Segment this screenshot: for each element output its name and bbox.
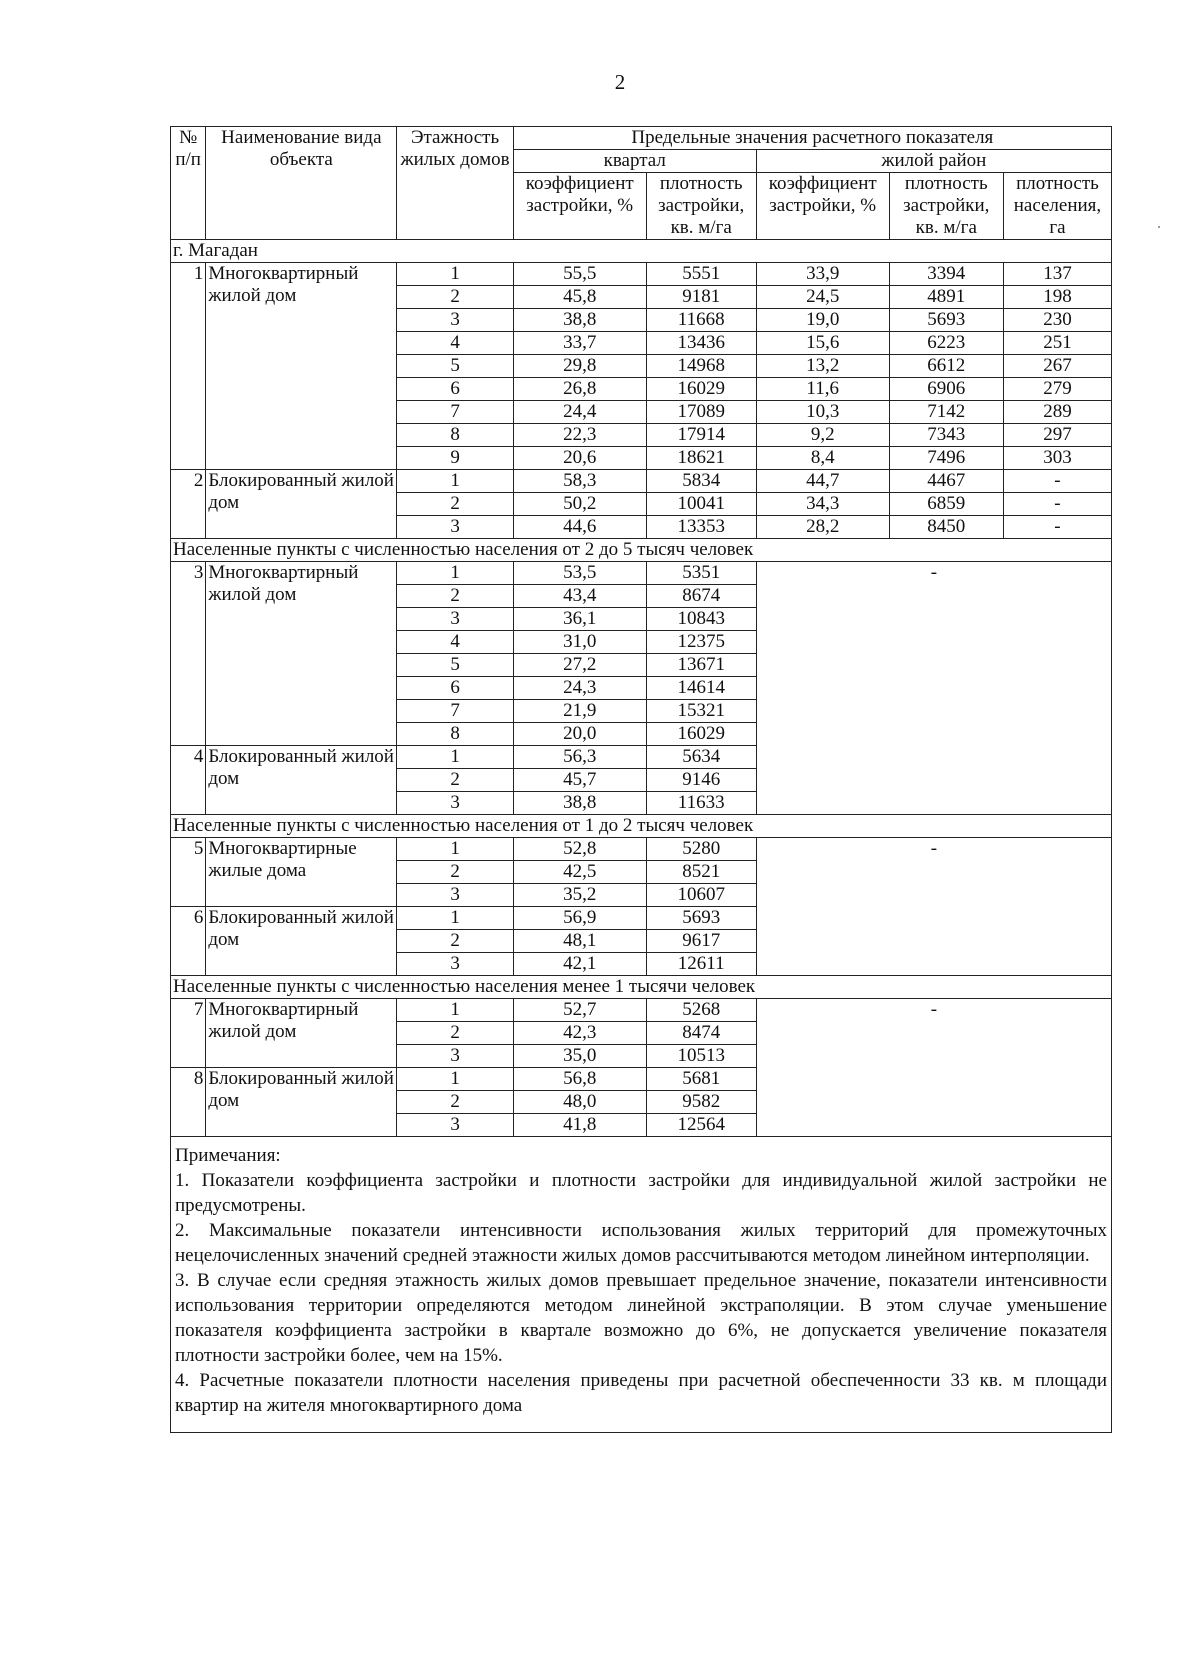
section-title: Населенные пункты с численностью населения менее 1 тысячи человек	[171, 976, 1112, 999]
population-cell: 267	[1003, 355, 1111, 378]
section-title: Населенные пункты с численностью населения от 1 до 2 тысяч человек	[171, 815, 1112, 838]
population-cell: 230	[1003, 309, 1111, 332]
block-coef-cell: 45,7	[513, 769, 646, 792]
district-coef-cell: 44,7	[756, 470, 889, 493]
block-coef-cell: 52,8	[513, 838, 646, 861]
floors-cell: 6	[397, 378, 513, 401]
block-coef-cell: 55,5	[513, 263, 646, 286]
block-density-cell: 5693	[646, 907, 756, 930]
header-number: № п/п	[171, 127, 206, 240]
district-coef-cell: 13,2	[756, 355, 889, 378]
district-coef-cell: 34,3	[756, 493, 889, 516]
block-coef-cell: 20,6	[513, 447, 646, 470]
district-not-applicable: -	[756, 562, 1111, 815]
floors-cell: 1	[397, 838, 513, 861]
population-cell: 251	[1003, 332, 1111, 355]
block-coef-cell: 38,8	[513, 309, 646, 332]
block-coef-cell: 35,0	[513, 1045, 646, 1068]
block-coef-cell: 35,2	[513, 884, 646, 907]
object-number: 8	[171, 1068, 206, 1137]
floors-cell: 8	[397, 424, 513, 447]
note-item-4: 4. Расчетные показатели плотности населения приведены при расчетной обеспеченности 33 кв. м площади квартир на жителя многоквартирного дома	[175, 1370, 1107, 1416]
object-number: 2	[171, 470, 206, 539]
district-density-cell: 7496	[889, 447, 1003, 470]
floors-cell: 1	[397, 746, 513, 769]
floors-cell: 7	[397, 401, 513, 424]
block-coef-cell: 41,8	[513, 1114, 646, 1137]
object-name: Блокированный жилой дом	[206, 907, 397, 976]
object-number: 4	[171, 746, 206, 815]
object-name: Блокированный жилой дом	[206, 746, 397, 815]
district-density-cell: 6906	[889, 378, 1003, 401]
district-coef-cell: 8,4	[756, 447, 889, 470]
block-density-cell: 5280	[646, 838, 756, 861]
block-coef-cell: 20,0	[513, 723, 646, 746]
section-row	[171, 976, 1112, 999]
table-header	[171, 127, 1112, 240]
block-density-cell: 5551	[646, 263, 756, 286]
block-density-cell: 10513	[646, 1045, 756, 1068]
floors-cell: 3	[397, 608, 513, 631]
object-number: 6	[171, 907, 206, 976]
block-density-cell: 9582	[646, 1091, 756, 1114]
block-coef-cell: 42,3	[513, 1022, 646, 1045]
district-not-applicable: -	[756, 999, 1111, 1137]
district-density-cell: 7142	[889, 401, 1003, 424]
table-row	[171, 470, 1112, 493]
floors-cell: 2	[397, 930, 513, 953]
district-coef-cell: 10,3	[756, 401, 889, 424]
floors-cell: 2	[397, 585, 513, 608]
block-density-cell: 12564	[646, 1114, 756, 1137]
table-row	[171, 562, 1112, 585]
block-coef-cell: 42,1	[513, 953, 646, 976]
floors-cell: 1	[397, 1068, 513, 1091]
block-density-cell: 5351	[646, 562, 756, 585]
object-number: 7	[171, 999, 206, 1068]
floors-cell: 2	[397, 286, 513, 309]
block-density-cell: 11633	[646, 792, 756, 815]
floors-cell: 3	[397, 1114, 513, 1137]
note-item-3: 3. В случае если средняя этажность жилых домов превышает предельное значение, показатели интенсивности использования территории определяются методом линейной экстраполяции. В этом случае уменьшение показателя коэффициента застройки в квартале возможно до 6%, не допускается увеличение показателя плотности застройки более, чем на 15%.	[175, 1270, 1107, 1366]
object-name: Многоквартирный жилой дом	[206, 263, 397, 470]
block-density-cell: 13436	[646, 332, 756, 355]
population-cell: 137	[1003, 263, 1111, 286]
district-density-cell: 3394	[889, 263, 1003, 286]
block-coef-cell: 50,2	[513, 493, 646, 516]
district-coef-cell: 24,5	[756, 286, 889, 309]
section-title: г. Магадан	[171, 240, 1112, 263]
table-row	[171, 999, 1112, 1022]
note-item-2: 2. Максимальные показатели интенсивности использования жилых территорий для промежуточных нецелочисленных значений средней этажности жилых домов рассчитываются методом линейном интерполяции.	[175, 1220, 1107, 1266]
document-sheet	[170, 126, 1112, 1433]
notes-title: Примечания:	[175, 1145, 281, 1166]
object-number: 1	[171, 263, 206, 470]
floors-cell: 7	[397, 700, 513, 723]
floors-cell: 2	[397, 861, 513, 884]
object-number: 5	[171, 838, 206, 907]
notes-block	[170, 1137, 1112, 1433]
block-coef-cell: 31,0	[513, 631, 646, 654]
block-coef-cell: 38,8	[513, 792, 646, 815]
block-coef-cell: 21,9	[513, 700, 646, 723]
population-cell: -	[1003, 516, 1111, 539]
block-coef-cell: 29,8	[513, 355, 646, 378]
header-floors: Этажность жилых домов	[397, 127, 513, 240]
population-cell: -	[1003, 470, 1111, 493]
floors-cell: 3	[397, 516, 513, 539]
block-density-cell: 9146	[646, 769, 756, 792]
object-name: Многоквартирный жилой дом	[206, 999, 397, 1068]
district-density-cell: 4467	[889, 470, 1003, 493]
header-object-name: Наименование вида объекта	[206, 127, 397, 240]
floors-cell: 3	[397, 884, 513, 907]
population-cell: -	[1003, 493, 1111, 516]
floors-cell: 6	[397, 677, 513, 700]
block-density-cell: 9181	[646, 286, 756, 309]
block-density-cell: 15321	[646, 700, 756, 723]
district-density-cell: 4891	[889, 286, 1003, 309]
block-density-cell: 12611	[646, 953, 756, 976]
note-item-1: 1. Показатели коэффициента застройки и плотности застройки для индивидуальной жилой застройки не предусмотрены.	[175, 1170, 1107, 1216]
section-row	[171, 240, 1112, 263]
district-coef-cell: 19,0	[756, 309, 889, 332]
block-coef-cell: 36,1	[513, 608, 646, 631]
floors-cell: 4	[397, 332, 513, 355]
block-density-cell: 5834	[646, 470, 756, 493]
block-coef-cell: 43,4	[513, 585, 646, 608]
table-row	[171, 263, 1112, 286]
population-cell: 303	[1003, 447, 1111, 470]
floors-cell: 2	[397, 769, 513, 792]
floors-cell: 2	[397, 493, 513, 516]
block-coef-cell: 24,4	[513, 401, 646, 424]
header-district-density: плотность застройки, кв. м/га	[889, 173, 1003, 240]
block-density-cell: 17914	[646, 424, 756, 447]
floors-cell: 1	[397, 470, 513, 493]
block-density-cell: 8521	[646, 861, 756, 884]
district-density-cell: 5693	[889, 309, 1003, 332]
block-coef-cell: 24,3	[513, 677, 646, 700]
district-not-applicable: -	[756, 838, 1111, 976]
floors-cell: 9	[397, 447, 513, 470]
district-density-cell: 8450	[889, 516, 1003, 539]
floors-cell: 5	[397, 355, 513, 378]
floors-cell: 1	[397, 263, 513, 286]
table-row	[171, 838, 1112, 861]
population-cell: 297	[1003, 424, 1111, 447]
object-name: Многоквартирные жилые дома	[206, 838, 397, 907]
header-district: жилой район	[756, 150, 1111, 173]
block-density-cell: 14968	[646, 355, 756, 378]
block-density-cell: 10041	[646, 493, 756, 516]
district-coef-cell: 33,9	[756, 263, 889, 286]
block-density-cell: 14614	[646, 677, 756, 700]
block-coef-cell: 42,5	[513, 861, 646, 884]
floors-cell: 4	[397, 631, 513, 654]
header-block-density: плотность застройки, кв. м/га	[646, 173, 756, 240]
block-coef-cell: 44,6	[513, 516, 646, 539]
block-coef-cell: 45,8	[513, 286, 646, 309]
block-density-cell: 10843	[646, 608, 756, 631]
block-density-cell: 8474	[646, 1022, 756, 1045]
section-row	[171, 815, 1112, 838]
district-coef-cell: 9,2	[756, 424, 889, 447]
population-cell: 289	[1003, 401, 1111, 424]
block-coef-cell: 48,0	[513, 1091, 646, 1114]
district-density-cell: 6859	[889, 493, 1003, 516]
header-block: квартал	[513, 150, 756, 173]
block-density-cell: 5681	[646, 1068, 756, 1091]
block-coef-cell: 33,7	[513, 332, 646, 355]
object-number: 3	[171, 562, 206, 746]
floors-cell: 1	[397, 562, 513, 585]
object-name: Многоквартирный жилой дом	[206, 562, 397, 746]
district-density-cell: 6223	[889, 332, 1003, 355]
floors-cell: 2	[397, 1022, 513, 1045]
header-block-coef: коэффициент застройки, %	[513, 173, 646, 240]
block-density-cell: 18621	[646, 447, 756, 470]
block-density-cell: 8674	[646, 585, 756, 608]
block-coef-cell: 26,8	[513, 378, 646, 401]
header-limit-values: Предельные значения расчетного показателя	[513, 127, 1111, 150]
block-density-cell: 13671	[646, 654, 756, 677]
floors-cell: 3	[397, 953, 513, 976]
district-coef-cell: 11,6	[756, 378, 889, 401]
page-number: 2	[614, 70, 626, 94]
block-density-cell: 11668	[646, 309, 756, 332]
district-coef-cell: 28,2	[756, 516, 889, 539]
block-coef-cell: 27,2	[513, 654, 646, 677]
floors-cell: 8	[397, 723, 513, 746]
floors-cell: 5	[397, 654, 513, 677]
block-density-cell: 5268	[646, 999, 756, 1022]
limits-table	[170, 126, 1112, 1137]
district-density-cell: 6612	[889, 355, 1003, 378]
block-density-cell: 10607	[646, 884, 756, 907]
block-density-cell: 5634	[646, 746, 756, 769]
scan-speck	[1158, 226, 1160, 228]
district-coef-cell: 15,6	[756, 332, 889, 355]
floors-cell: 3	[397, 792, 513, 815]
floors-cell: 2	[397, 1091, 513, 1114]
population-cell: 279	[1003, 378, 1111, 401]
section-title: Населенные пункты с численностью населения от 2 до 5 тысяч человек	[171, 539, 1112, 562]
block-density-cell: 17089	[646, 401, 756, 424]
section-row	[171, 539, 1112, 562]
floors-cell: 1	[397, 907, 513, 930]
block-density-cell: 13353	[646, 516, 756, 539]
object-name: Блокированный жилой дом	[206, 470, 397, 539]
block-coef-cell: 53,5	[513, 562, 646, 585]
floors-cell: 1	[397, 999, 513, 1022]
header-district-coef: коэффициент застройки, %	[756, 173, 889, 240]
floors-cell: 3	[397, 309, 513, 332]
block-coef-cell: 48,1	[513, 930, 646, 953]
block-density-cell: 9617	[646, 930, 756, 953]
block-coef-cell: 52,7	[513, 999, 646, 1022]
block-coef-cell: 56,8	[513, 1068, 646, 1091]
block-density-cell: 12375	[646, 631, 756, 654]
block-coef-cell: 56,9	[513, 907, 646, 930]
block-coef-cell: 22,3	[513, 424, 646, 447]
header-district-population: плотность населения, га	[1003, 173, 1111, 240]
block-density-cell: 16029	[646, 723, 756, 746]
table-body	[171, 240, 1112, 1137]
floors-cell: 3	[397, 1045, 513, 1068]
block-density-cell: 16029	[646, 378, 756, 401]
population-cell: 198	[1003, 286, 1111, 309]
block-coef-cell: 58,3	[513, 470, 646, 493]
block-coef-cell: 56,3	[513, 746, 646, 769]
district-density-cell: 7343	[889, 424, 1003, 447]
object-name: Блокированный жилой дом	[206, 1068, 397, 1137]
